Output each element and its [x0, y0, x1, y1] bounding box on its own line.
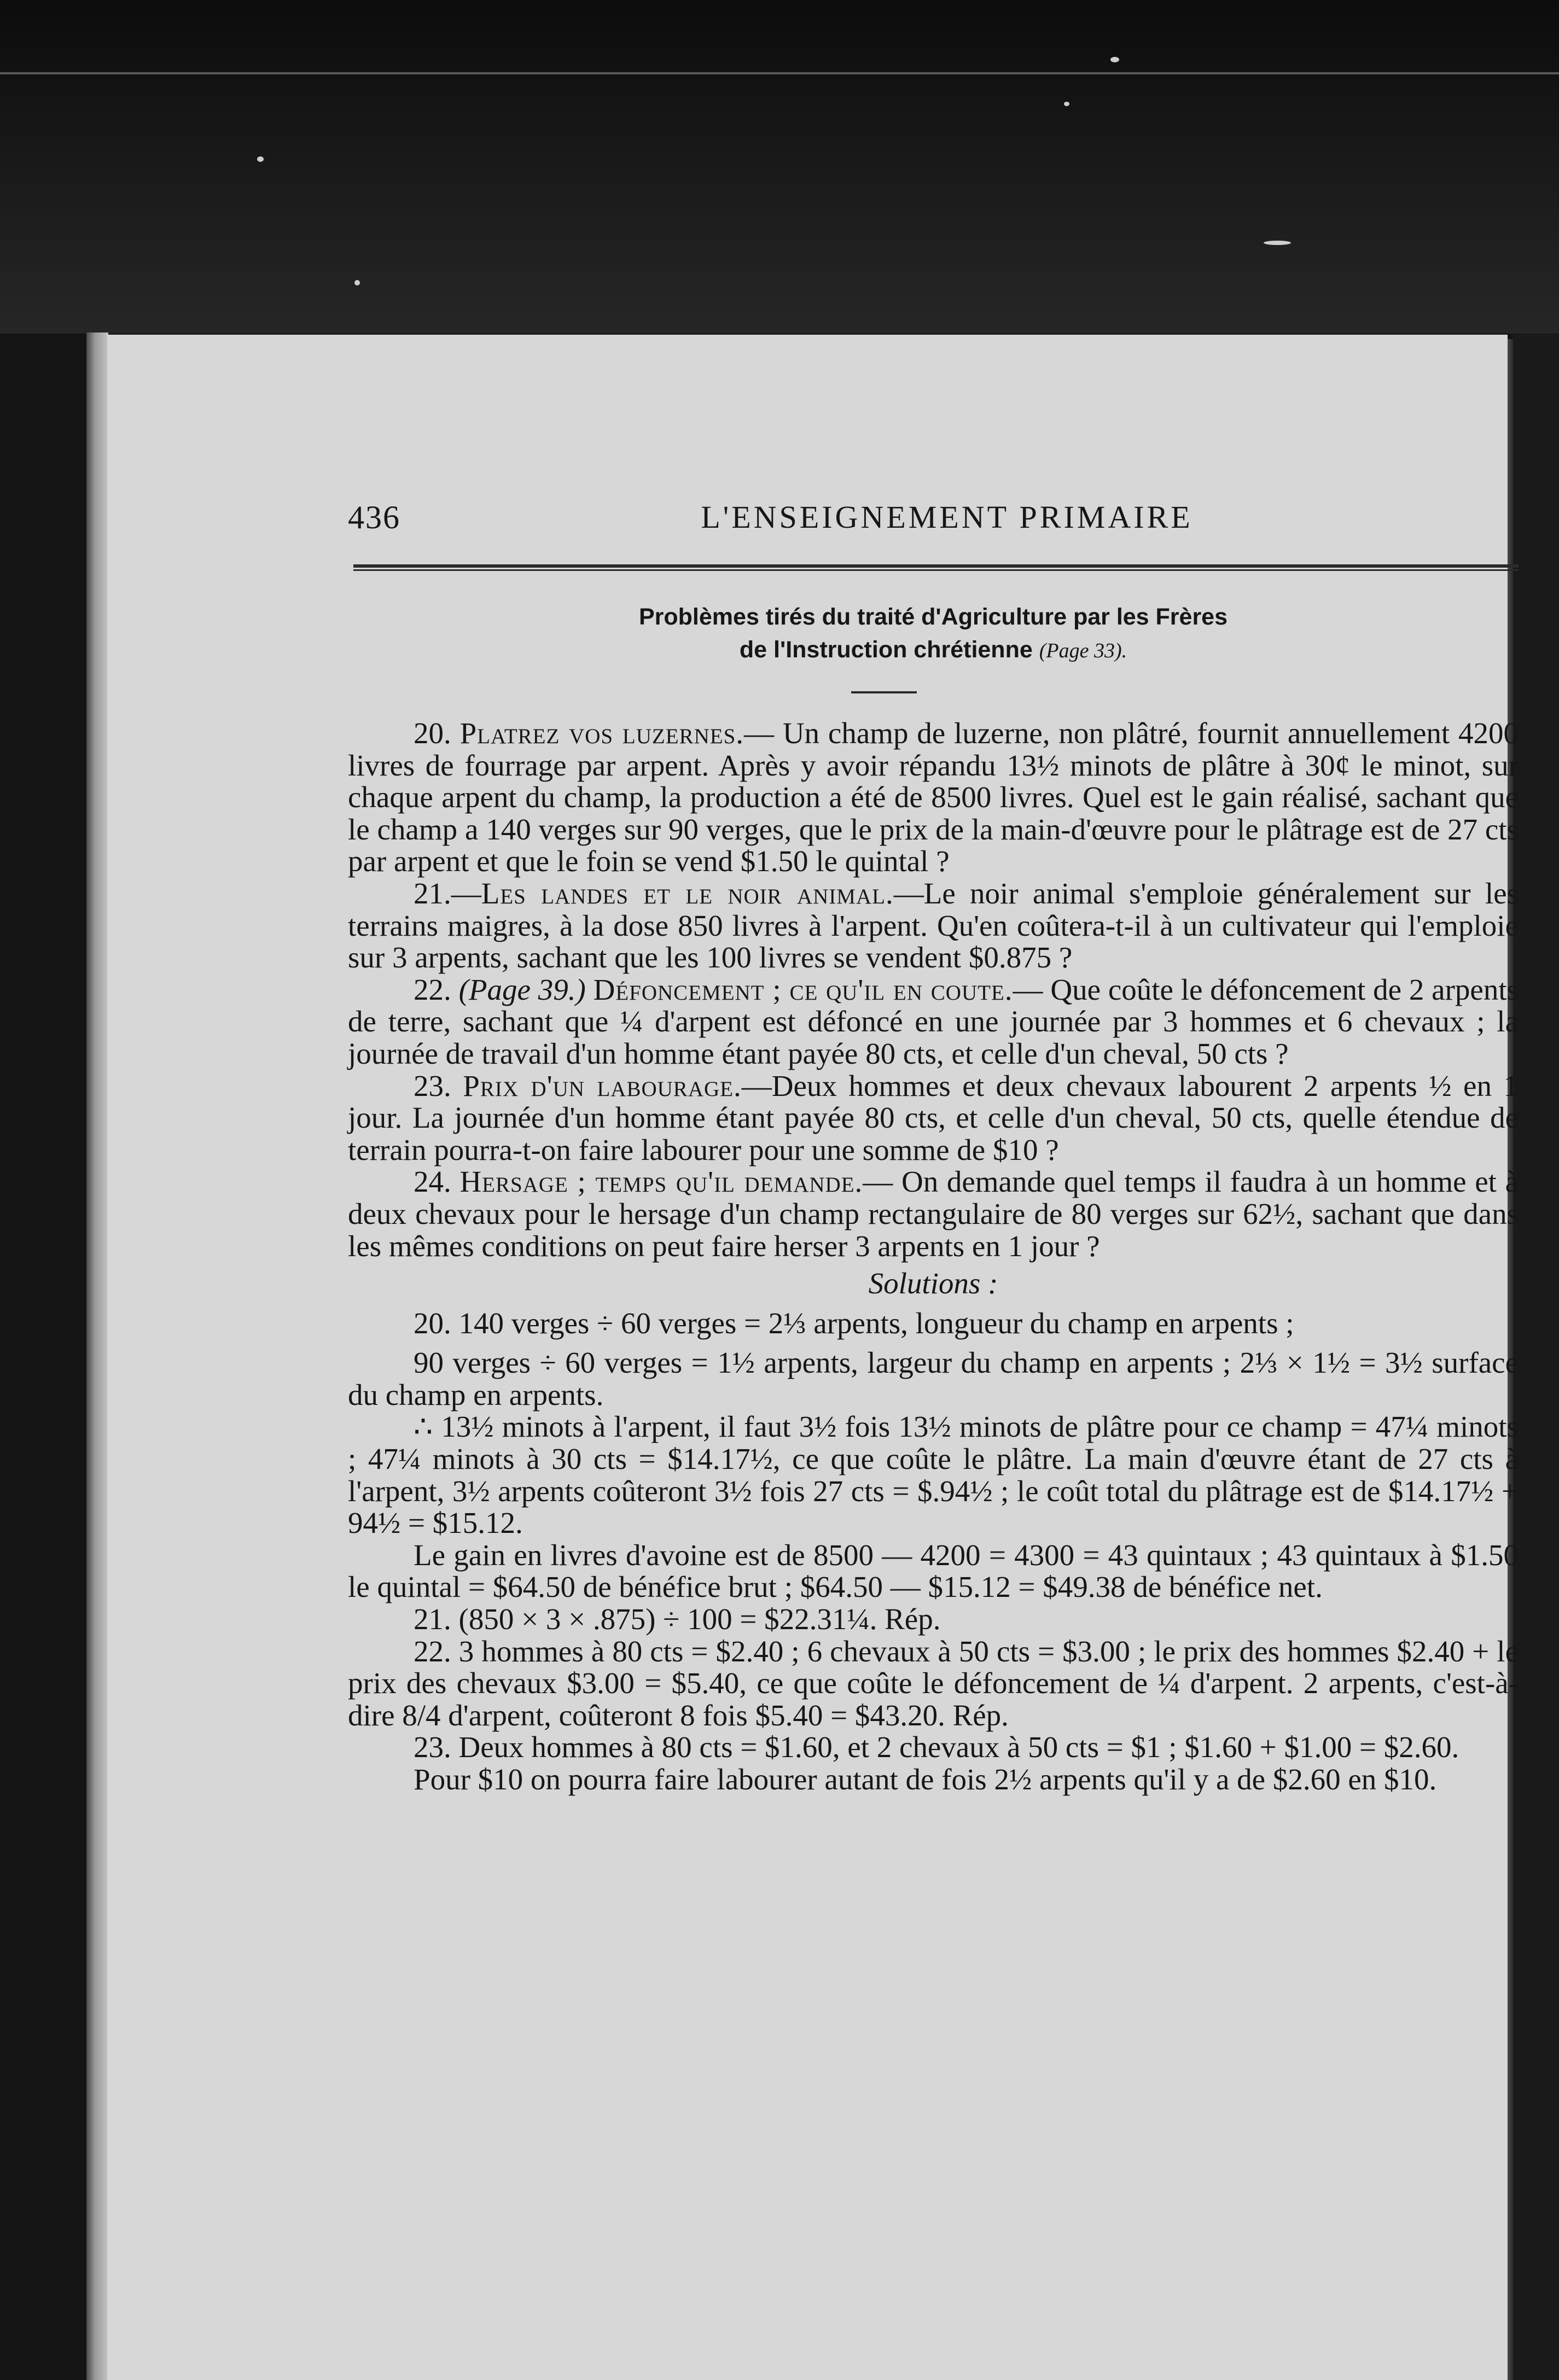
problem-22 — [348, 974, 1519, 1070]
problem-title: Les landes et le noir animal. — [481, 876, 894, 910]
scanner-background — [0, 0, 1559, 334]
section-title — [348, 600, 1519, 667]
problem-21 — [348, 878, 1519, 974]
page-left-edge — [86, 332, 108, 2380]
problem-title: Prix d'un labourage. — [463, 1069, 742, 1102]
problem-number: 23. — [414, 1069, 451, 1102]
solution-23-part-2: Pour $10 on pourra faire labourer autant de fois 2½ arpents qu'il y a de $2.60 en $10. — [414, 1763, 1437, 1796]
section-title-line-2-text: de l'Instruction chrétienne — [739, 637, 1033, 663]
problem-number: 21.— — [414, 876, 481, 910]
solution-22: 22. 3 hommes à 80 cts = $2.40 ; 6 chevaux à 50 cts = $3.00 ; le prix des hommes $2.40 + le prix des chevaux $3.00 = $5.40, ce que coûte le défoncement de ¼ d'arpent. 2 arpents, c'est-à-dire 8/4 d'arpent, coûteront 8 fois $5.40 = $43.20. Rép. — [348, 1634, 1519, 1732]
dust-speck — [1110, 57, 1119, 62]
header-double-rule — [353, 564, 1519, 571]
dust-speck — [354, 280, 360, 285]
problem-23 — [348, 1070, 1519, 1166]
problem-title: Platrez vos luzernes. — [459, 716, 744, 750]
page-number: 436 — [348, 499, 400, 535]
solution-20-part-2: 90 verges ÷ 60 verges = 1½ arpents, largeur du champ en arpents ; 2⅓ × 1½ = 3½ surface du champ en arpents. — [348, 1346, 1519, 1411]
journal-title: L'ENSEIGNEMENT PRIMAIRE — [701, 499, 1193, 535]
section-page-reference: (Page 33). — [1039, 639, 1127, 662]
problem-number: 22. — [414, 972, 451, 1006]
dust-speck — [1064, 102, 1069, 106]
solution-20-part-4: Le gain en livres d'avoine est de 8500 — 4200 = 4300 = 43 quintaux ; 43 quintaux à $1.50 le quintal = $64.50 de bénéfice brut ; $64.50 — $15.12 = $49.38 de bénéfice net. — [348, 1538, 1519, 1604]
facing-page-shadow — [1513, 334, 1559, 2380]
solution-20-part-3: ∴ 13½ minots à l'arpent, il faut 3½ fois 13½ minots de plâtre pour ce champ = 47¼ minots ; 47¼ minots à 30 cts = $14.17½, ce que coûte le plâtre. La main d'œuvre étant de 27 cts à l'arpent, 3½ arpents coûteront 3½ fois 27 cts = $.94½ ; le coût total du plâtrage est de $14.17½ + 94½ = $15.12. — [348, 1410, 1519, 1540]
problem-page-reference: (Page 39.) — [458, 972, 586, 1006]
solution-20-part-1: 20. 140 verges ÷ 60 verges = 2⅓ arpents, longueur du champ en arpents ; — [414, 1306, 1294, 1340]
solutions-heading: Solutions : — [868, 1267, 998, 1300]
problem-title: Défoncement ; ce qu'il en coute. — [593, 972, 1013, 1006]
problem-title: Hersage ; temps qu'il demande. — [459, 1165, 863, 1199]
problem-body: — Un champ de luzerne, non plâtré, fournit annuellement 4200 livres de fourrage par arpent. Après y avoir répandu 13½ minots de plâtre à 30¢ le minot, sur chaque arpent du champ, la production a été de 8500 livres. Quel est le gain réalisé, sachant que le champ a 140 verges sur 90 verges, que le prix de la main-d'œuvre pour le plâtrage est de 27 cts par arpent et que le foin se vend $1.50 le quintal ? — [348, 716, 1519, 878]
dust-speck — [257, 156, 264, 162]
section-title-line-2 — [348, 633, 1519, 667]
problem-body: —Deux hommes et deux chevaux labourent 2 arpents ½ en 1 jour. La journée d'un homme étant payée 80 cts, et celle d'un cheval, 50 cts, quelle étendue de terrain pourra-t-on faire labourer pour une somme de $10 ? — [348, 1069, 1519, 1166]
section-divider — [851, 691, 917, 693]
section-title-line-1: Problèmes tirés du traité d'Agriculture par les Frères — [638, 604, 1228, 630]
body-text — [348, 718, 1519, 1796]
dust-speck — [1264, 241, 1291, 245]
book-page — [107, 335, 1519, 2380]
problem-body: —Le noir animal s'emploie généralement sur les terrains maigres, à la dose 850 livres à l'arpent. Qu'en coûtera-t-il à un cultivateur qui l'emploie sur 3 arpents, sachant que les 100 livres se vendent $0.875 ? — [348, 876, 1519, 975]
problem-20 — [348, 718, 1519, 878]
solution-23-part-1: 23. Deux hommes à 80 cts = $1.60, et 2 chevaux à 50 cts = $1 ; $1.60 + $1.00 = $2.60. — [414, 1730, 1459, 1764]
solution-21: 21. (850 × 3 × .875) ÷ 100 = $22.31¼. Rép. — [414, 1602, 941, 1636]
problem-number: 24. — [414, 1165, 451, 1199]
problem-24 — [348, 1166, 1519, 1262]
problem-body: — Que coûte le défoncement de 2 arpents de terre, sachant que ¼ d'arpent est défoncé en une journée par 3 hommes et 6 chevaux ; la journée de travail d'un homme étant payée 80 cts, et celle d'un cheval, 50 cts ? — [348, 972, 1519, 1070]
problem-number: 20. — [414, 716, 451, 750]
scan-artifact-line — [0, 72, 1559, 74]
problem-body: — On demande quel temps il faudra à un homme et à deux chevaux pour le hersage d'un champ rectangulaire de 80 verges sur 62½, sachant que dans les mêmes conditions on peut faire herser 3 arpents en 1 jour ? — [348, 1165, 1519, 1263]
running-head — [348, 499, 1519, 548]
